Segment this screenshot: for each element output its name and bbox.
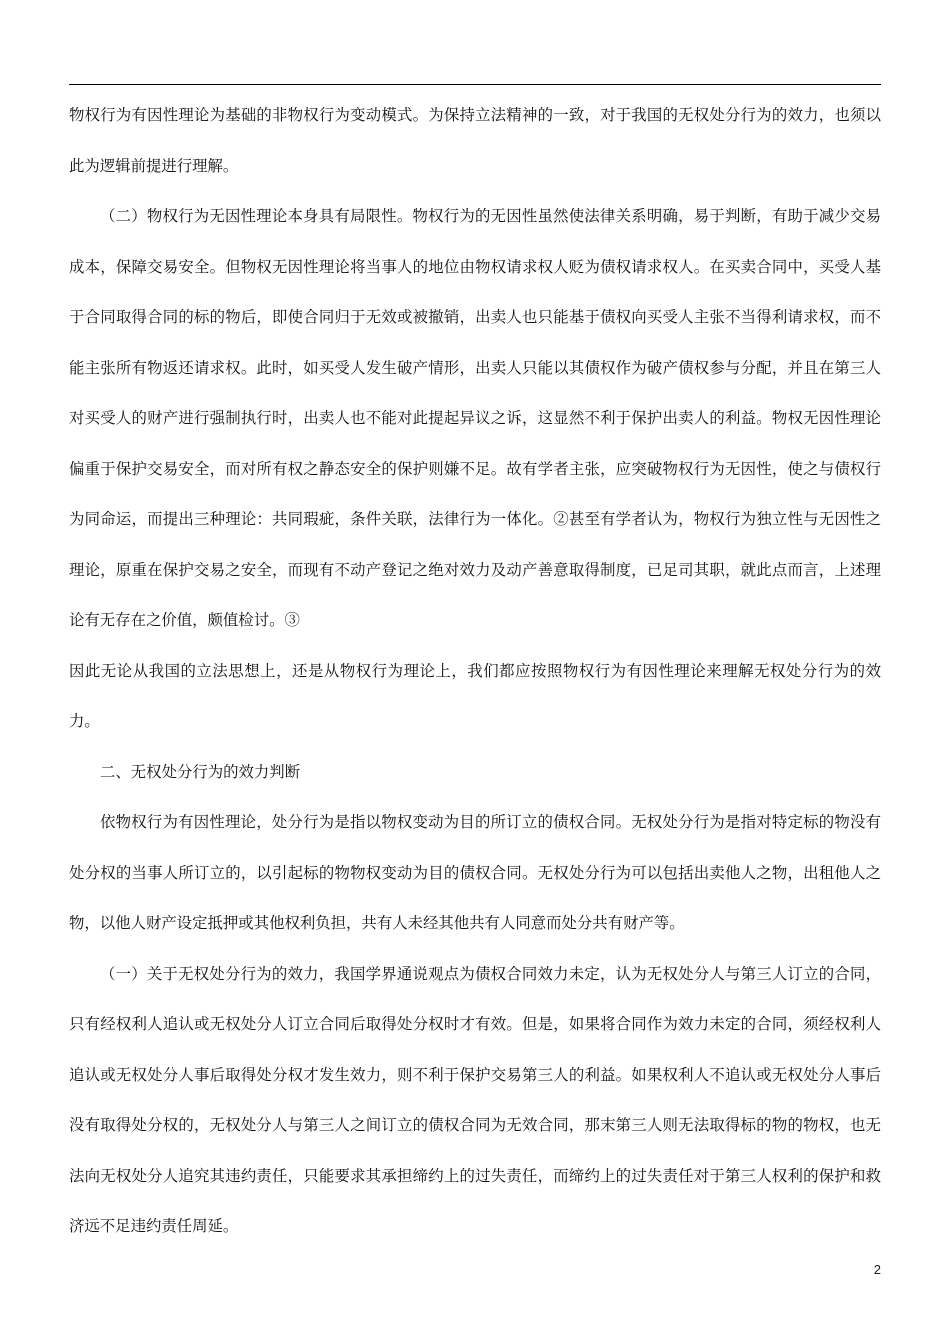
paragraph: 物权行为有因性理论为基础的非物权行为变动模式。为保持立法精神的一致，对于我国的无权处分行为的效力，也须以此为逻辑前提进行理解。: [69, 106, 881, 175]
paragraph: （二）物权行为无因性理论本身具有局限性。物权行为的无因性虽然使法律关系明确，易于判断，有助于减少交易成本，保障交易安全。但物权无因性理论将当事人的地位由物权请求权人贬为债权请求权人。在买卖合同中，买受人基于合同取得合同的标的物后，即使合同归于无效或被撤销，出卖人也只能基于债权向买受人主张不当得利请求权，而不能主张所有物返还请求权。此时，如买受人发生破产情形，出卖人只能以其债权作为破产债权参与分配，并且在第三人对买受人的财产进行强制执行时，出卖人也不能对此提起异议之诉，这显然不利于保护出卖人的利益。物权无因性理论偏重于保护交易安全，而对所有权之静态安全的保护则嫌不足。故有学者主张，应突破物权行为无因性，使之与债权行为同命运，而提出三种理论：共同瑕疵，条件关联，法律行为一体化。②甚至有学者认为，物权行为独立性与无因性之理论，原重在保护交易之安全，而现有不动产登记之绝对效力及动产善意取得制度，已足司其职，就此点而言，上述理论有无存在之价值，颇值检讨。③: [69, 207, 881, 629]
page-number: 2: [873, 1262, 881, 1277]
paragraph: 因此无论从我国的立法思想上，还是从物权行为理论上，我们都应按照物权行为有因性理论来理解无权处分行为的效力。: [69, 661, 881, 730]
paragraph: 依物权行为有因性理论，处分行为是指以物权变动为目的所订立的债权合同。无权处分行为是指对特定标的物没有处分权的当事人所订立的，以引起标的物物权变动为目的债权合同。无权处分行为可以包括出卖他人之物，出租他人之物，以他人财产设定抵押或其他权利负担，共有人未经其他共有人同意而处分共有财产等。: [69, 813, 881, 932]
header-rule: [69, 84, 881, 85]
section-heading: 二、无权处分行为的效力判断: [100, 762, 301, 781]
document-body: [69, 90, 881, 1252]
paragraph: （一）关于无权处分行为的效力，我国学界通说观点为债权合同效力未定，认为无权处分人与第三人订立的合同，只有经权利人追认或无权处分人订立合同后取得处分权时才有效。但是，如果将合同作为效力未定的合同，须经权利人追认或无权处分人事后取得处分权才发生效力，则不利于保护交易第三人的利益。如果权利人不追认或无权处分人事后没有取得处分权的，无权处分人与第三人之间订立的债权合同为无效合同，那末第三人则无法取得标的物的物权，也无法向无权处分人追究其违约责任，只能要求其承担缔约上的过失责任，而缔约上的过失责任对于第三人权利的保护和救济远不足违约责任周延。: [69, 964, 881, 1235]
